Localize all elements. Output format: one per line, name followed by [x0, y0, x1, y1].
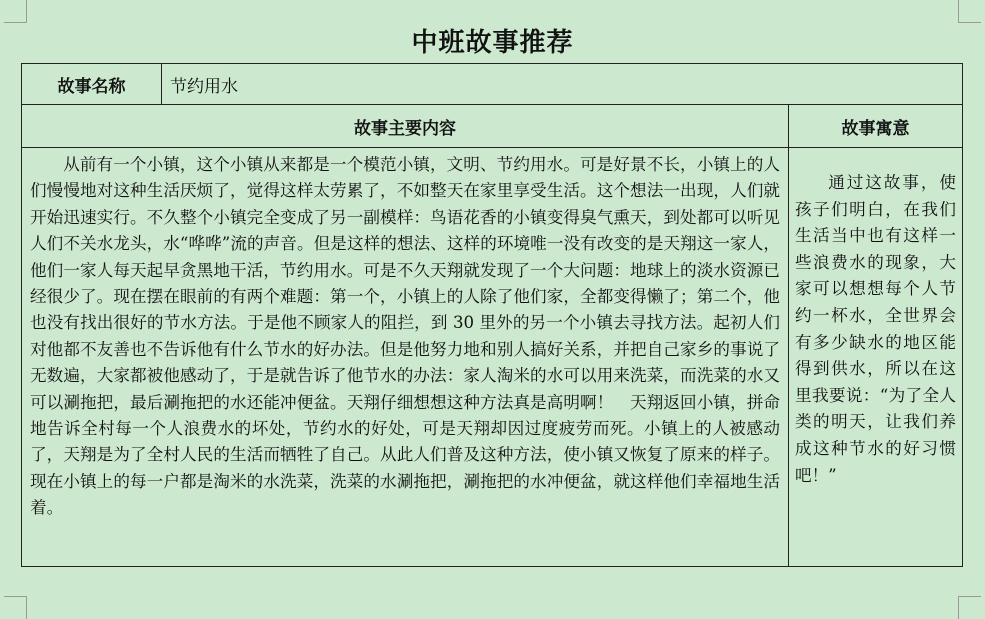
page-corner-mark-top-right	[958, 0, 981, 23]
meaning-cell	[789, 148, 963, 567]
story-meaning-text: 通过这故事，使孩子们明白，在我们生活当中也有这样一些浪费水的现象，大家可以想想每个人节约一杯水，全世界会有多少缺水的地区能得到供水，所以在这里我要说：“为了全人类的明天，让我们养成这种节水的好习惯吧！”	[795, 173, 956, 485]
page-corner-mark-top-left	[4, 0, 27, 23]
story-name-label: 故事名称	[22, 64, 162, 105]
story-header-row	[22, 105, 963, 148]
content-cell	[22, 148, 789, 567]
story-name-row	[22, 64, 963, 105]
story-name-value: 节约用水	[162, 64, 963, 105]
meaning-header: 故事寓意	[789, 105, 963, 148]
page-corner-mark-bottom-left	[4, 596, 27, 619]
content-header: 故事主要内容	[22, 105, 789, 148]
story-content-text: 从前有一个小镇，这个小镇从来都是一个模范小镇，文明、节约用水。可是好景不长，小镇上的人们慢慢地对这种生活厌烦了，觉得这样太劳累了，不如整天在家里享受生活。这个想法一出现，人们就开始迅速实行。不久整个小镇完全变成了另一副模样：鸟语花香的小镇变得臭气熏天，到处都可以听见人们不关水龙头，水“哗哗”流的声音。但是这样的想法、这样的环境唯一没有改变的是天翔这一家人，他们一家人每天起早贪黑地干活，节约用水。可是不久天翔就发现了一个大问题：地球上的淡水资源已经很少了。现在摆在眼前的有两个难题：第一个，小镇上的人除了他们家，全都变得懒了；第二个，他也没有找出很好的节水方法。于是他不顾家人的阻拦，到 30 里外的另一个小镇去寻找方法。起初人们对他都不友善也不告诉他有什么节水的好办法。但是他努力地和别人搞好关系，并把自己家乡的事说了无数遍，大家都被他感动了，于是就告诉了他节水的办法：家人淘米的水可以用来洗菜，而洗菜的水又可以涮拖把，最后涮拖把的水还能冲便盆。天翔仔细想想这种方法真是高明啊！ 天翔返回小镇，拼命地告诉全村每一个人浪费水的坏处，节约水的好处，可是天翔却因过度疲劳而死。小镇上的人被感动了，天翔是为了全村人民的生活而牺牲了自己。从此人们普及这种方法，使小镇又恢复了原来的样子。现在小镇上的每一户都是淘米的水洗菜，洗菜的水涮拖把，涮拖把的水冲便盆，就这样他们幸福地生活着。	[30, 155, 780, 518]
story-table	[21, 63, 963, 567]
story-body-row	[22, 148, 963, 567]
page-corner-mark-bottom-right	[958, 596, 981, 619]
document-title: 中班故事推荐	[411, 28, 574, 58]
